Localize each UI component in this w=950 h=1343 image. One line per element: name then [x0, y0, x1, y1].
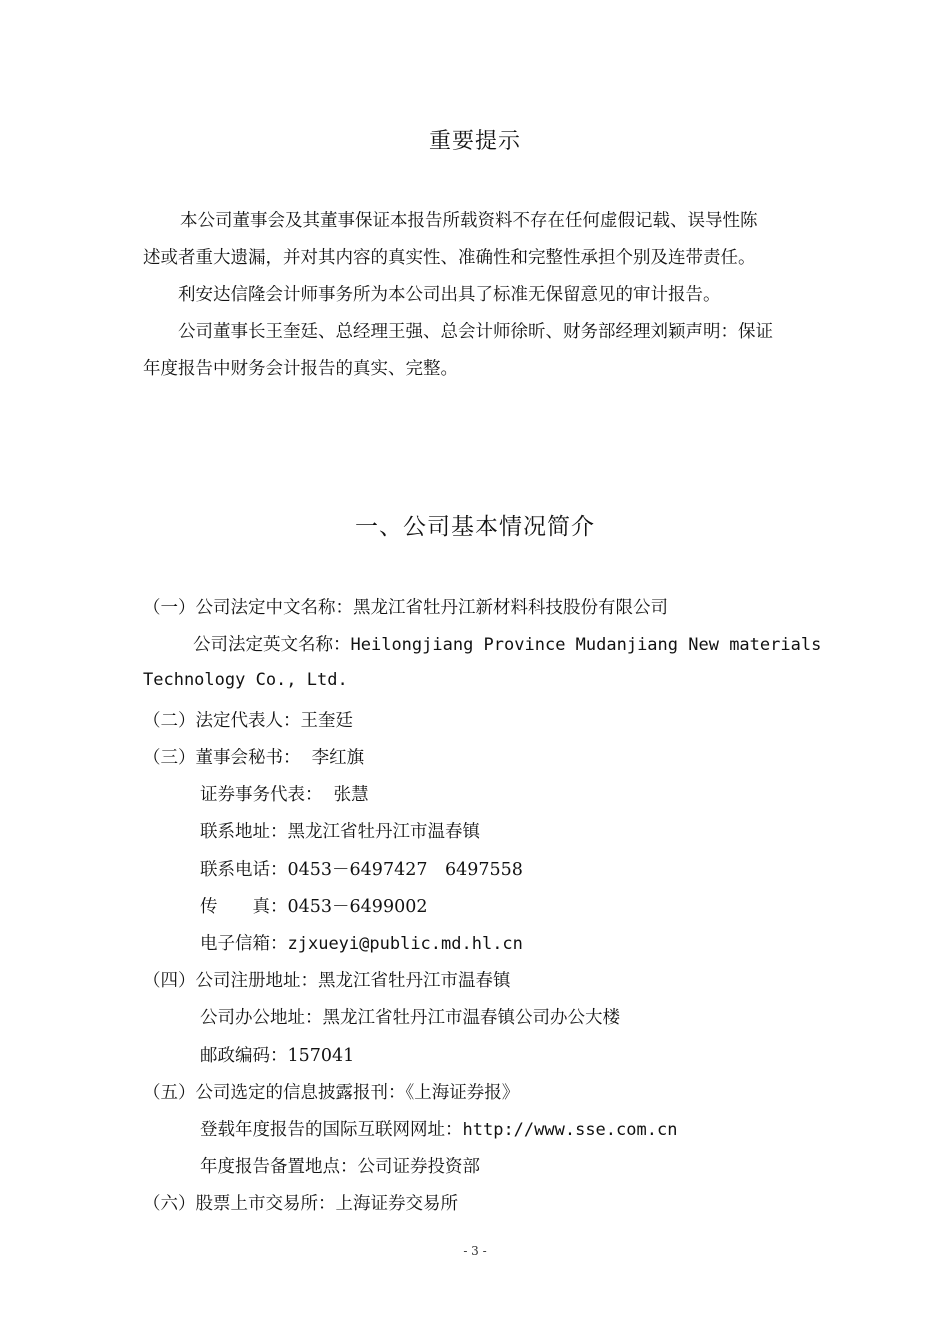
- securities-rep-value: 张慧: [333, 785, 369, 805]
- item-4-row: [143, 967, 511, 992]
- item-6-label: （六）股票上市交易所：: [143, 1194, 336, 1214]
- item-3-row: [143, 744, 364, 769]
- fax-label: 传 真：: [200, 897, 288, 917]
- english-name-label: 公司法定英文名称：: [193, 635, 351, 655]
- english-name-value-line-1: Heilongjiang Province Mudanjiang New materials: [350, 635, 822, 655]
- item-4-label: （四）公司注册地址：: [143, 971, 318, 991]
- item-6-row: [143, 1190, 458, 1215]
- postal-code-label: 邮政编码：: [200, 1046, 288, 1066]
- page-number: - 3 -: [463, 1244, 487, 1258]
- email-value: zjxueyi@public.md.hl.cn: [287, 934, 523, 954]
- item-1-row: [143, 594, 668, 619]
- english-name-row: [193, 631, 821, 656]
- notice-paragraph-2: 利安达信隆会计师事务所为本公司出具了标准无保留意见的审计报告。: [178, 285, 721, 305]
- report-location-label: 年度报告备置地点：: [200, 1157, 358, 1177]
- securities-rep-row: [200, 781, 369, 806]
- contact-phone-label: 联系电话：: [200, 860, 288, 880]
- notice-paragraph-3-line-1: 公司董事长王奎廷、总经理王强、总会计师徐昕、财务部经理刘颖声明：保证: [178, 322, 773, 342]
- item-5-value: 《上海证券报》: [405, 1083, 520, 1103]
- item-5-row: [143, 1079, 519, 1104]
- item-2-row: [143, 707, 353, 732]
- postal-code-value: 157041: [287, 1046, 355, 1066]
- email-row: [200, 930, 523, 955]
- fax-row: [200, 893, 427, 918]
- office-address-row: [200, 1004, 620, 1029]
- item-2-label: （二）法定代表人：: [143, 711, 301, 731]
- contact-address-label: 联系地址：: [200, 822, 288, 842]
- contact-phone-value: 0453－6497427 6497558: [287, 860, 523, 880]
- website-row: [200, 1116, 677, 1141]
- item-3-label: （三）董事会秘书：: [143, 748, 301, 768]
- report-location-value: 公司证券投资部: [357, 1157, 480, 1177]
- office-address-value: 黑龙江省牡丹江市温春镇公司办公大楼: [322, 1008, 620, 1028]
- item-5-label: （五）公司选定的信息披露报刊：: [143, 1083, 406, 1103]
- section-1-title: 一、公司基本情况简介: [355, 514, 595, 540]
- item-1-value: 黑龙江省牡丹江新材料科技股份有限公司: [353, 598, 668, 618]
- item-6-value: 上海证券交易所: [335, 1194, 458, 1214]
- contact-phone-row: [200, 856, 523, 881]
- contact-address-value: 黑龙江省牡丹江市温春镇: [287, 822, 480, 842]
- notice-paragraph-1-line-2: 述或者重大遗漏，并对其内容的真实性、准确性和完整性承担个别及连带责任。: [143, 248, 756, 268]
- report-location-row: [200, 1153, 480, 1178]
- notice-paragraph-3-line-2: 年度报告中财务会计报告的真实、完整。: [143, 359, 458, 379]
- contact-address-row: [200, 818, 480, 843]
- securities-rep-label: 证券事务代表：: [200, 785, 323, 805]
- item-1-label: （一）公司法定中文名称：: [143, 598, 353, 618]
- item-4-value: 黑龙江省牡丹江市温春镇: [318, 971, 511, 991]
- office-address-label: 公司办公地址：: [200, 1008, 323, 1028]
- website-label: 登载年度报告的国际互联网网址：: [200, 1120, 463, 1140]
- english-name-value-line-2: Technology Co., Ltd.: [143, 670, 348, 690]
- postal-code-row: [200, 1042, 354, 1067]
- item-2-value: 王奎廷: [300, 711, 353, 731]
- fax-value: 0453－6499002: [287, 897, 428, 917]
- notice-title: 重要提示: [428, 129, 521, 154]
- website-value[interactable]: http://www.sse.com.cn: [462, 1120, 678, 1140]
- notice-paragraph-1-line-1: 本公司董事会及其董事保证本报告所载资料不存在任何虚假记载、误导性陈: [180, 211, 758, 231]
- item-3-value: 李红旗: [311, 748, 365, 768]
- email-label: 电子信箱：: [200, 934, 288, 954]
